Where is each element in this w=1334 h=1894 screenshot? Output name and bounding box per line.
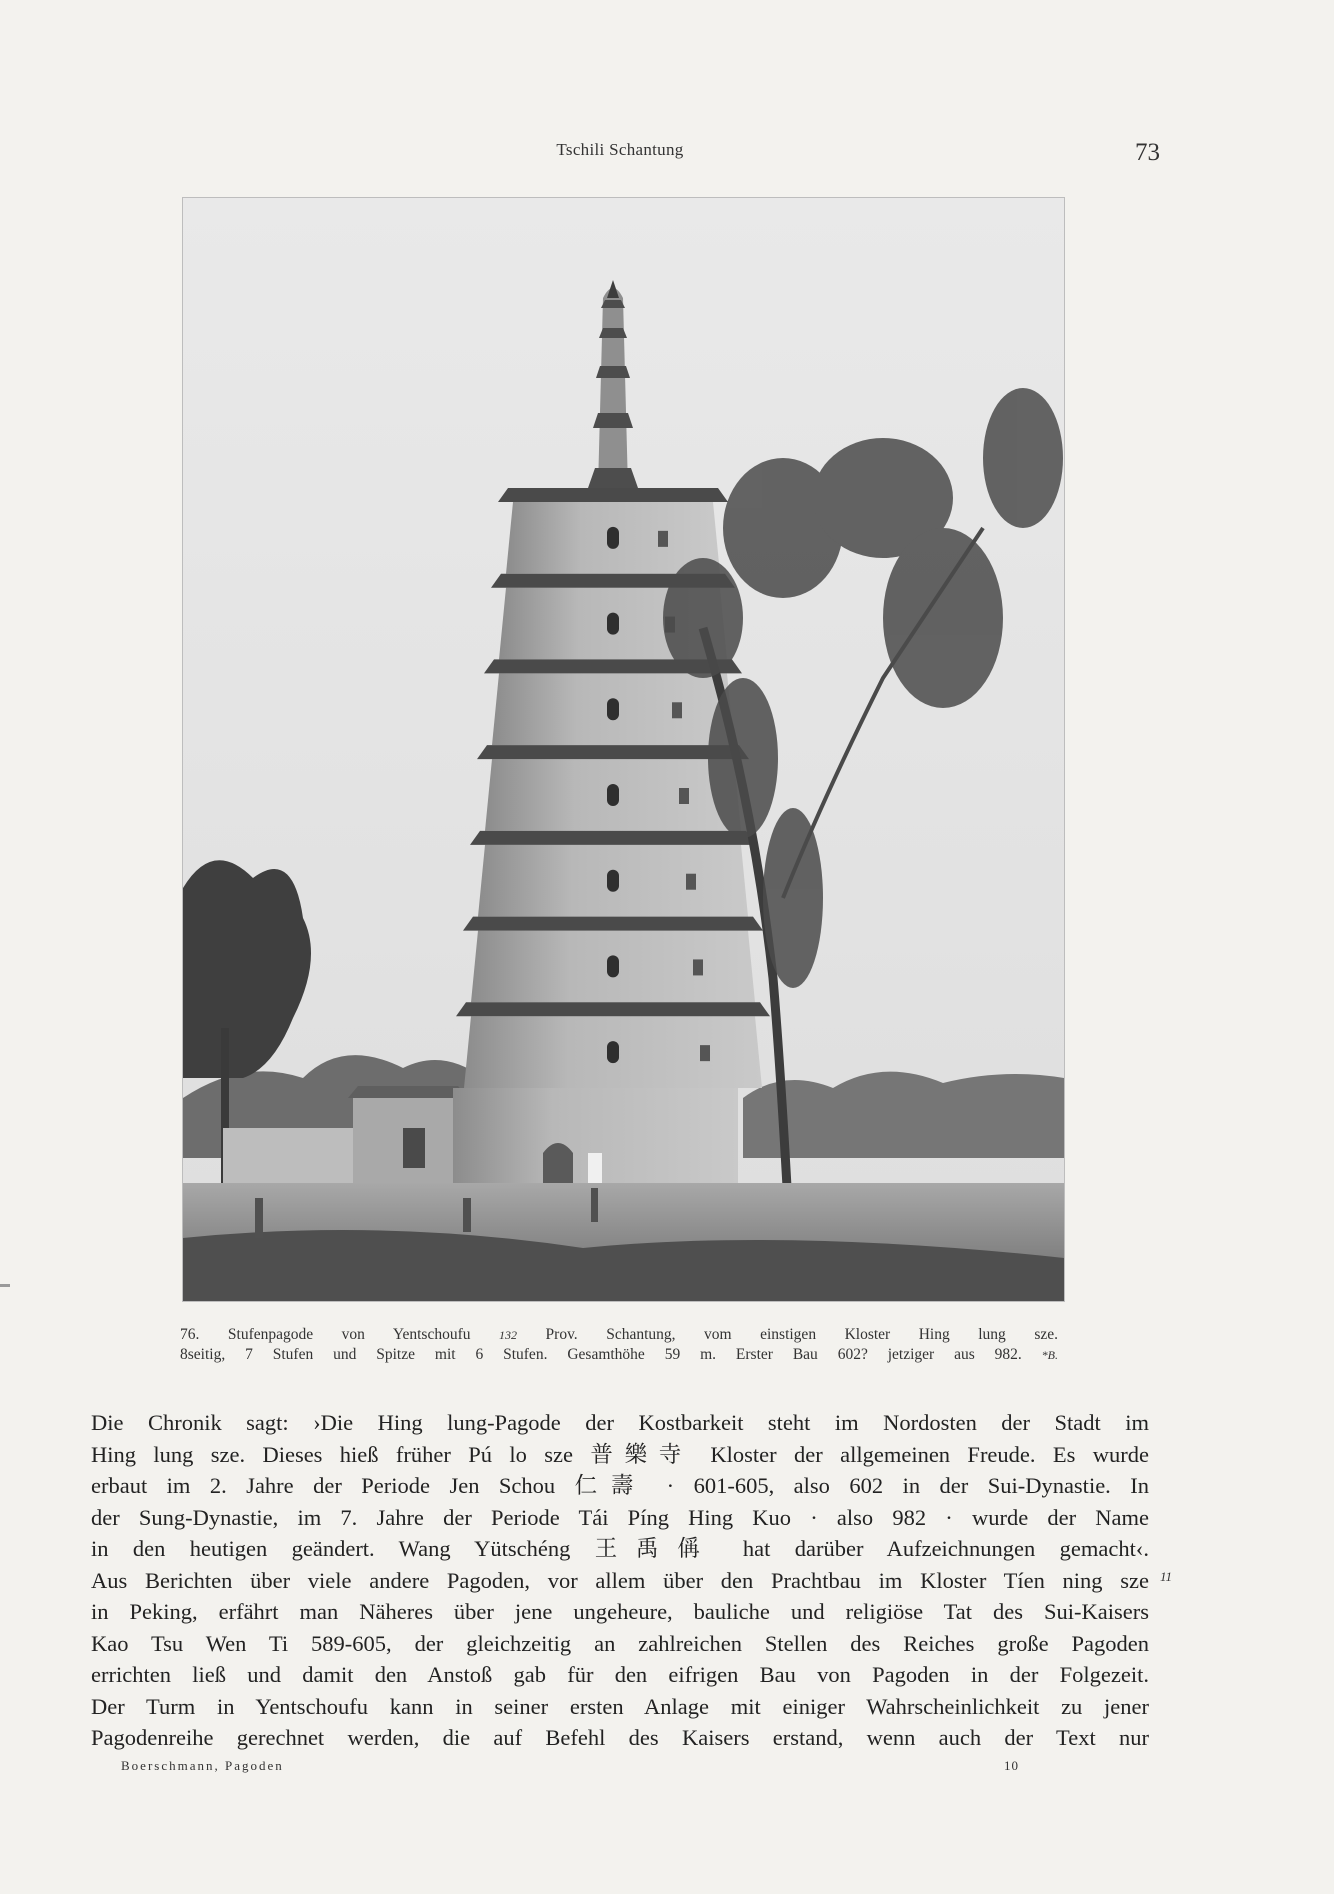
pagoda-side-window	[672, 702, 682, 718]
body-line: Aus Berichten über viele andere Pagoden, vor allem über den Prachtbau im Kloster Tíen ning sze	[91, 1567, 1149, 1593]
pagoda-eave	[470, 831, 756, 845]
margin-reference: 11	[1160, 1569, 1173, 1584]
caption-line-1: 76. Stufenpagode von Yentschoufu 132 Prov. Schantung, vom einstigen Kloster Hing lung sze.	[180, 1326, 1058, 1343]
pagoda-photograph	[182, 197, 1065, 1302]
footer-signature: Boerschmann, Pagoden	[121, 1758, 284, 1773]
pagoda-window	[607, 698, 619, 720]
caption-source-mark: *B.	[1041, 1348, 1058, 1362]
pagoda-window	[607, 527, 619, 549]
pagoda-eave	[456, 1002, 770, 1016]
body-line: Der Turm in Yentschoufu kann in seiner ersten Anlage mit einiger Wahrscheinlichkeit zu jener	[91, 1693, 1149, 1719]
pagoda-window	[607, 784, 619, 806]
pagoda-window	[607, 613, 619, 635]
pagoda-window	[607, 870, 619, 892]
body-text	[91, 1407, 1149, 1754]
pagoda-eave	[498, 488, 728, 502]
body-line: in Peking, erfährt man Näheres über jene ungeheure, bauliche und religiöse Tat des Sui-Kaisers	[91, 1599, 1149, 1624]
page-number: 73	[1135, 139, 1160, 166]
body-line: Hing lung sze. Dieses hieß früher Pú lo sze 普樂寺 Kloster der allgemeinen Freude. Es wurde	[91, 1441, 1149, 1467]
pagoda-eave	[463, 917, 763, 931]
body-line: errichten ließ und damit den Anstoß gab für den eifrigen Bau von Pagoden in der Folgezeit.	[91, 1662, 1149, 1687]
body-line: der Sung-Dynastie, im 7. Jahre der Periode Tái Píng Hing Kuo · also 982 · wurde der Name	[91, 1504, 1149, 1530]
pagoda-side-window	[686, 874, 696, 890]
pagoda-window	[607, 1041, 619, 1063]
pagoda-side-window	[679, 788, 689, 804]
body-line: Pagodenreihe gerechnet werden, die auf Befehl des Kaisers erstand, wenn auch der Text nur	[91, 1725, 1149, 1750]
pagoda-window	[607, 955, 619, 977]
body-line: Kao Tsu Wen Ti 589-605, der gleichzeitig an zahlreichen Stellen des Reiches große Pagoden	[91, 1630, 1149, 1656]
pagoda-side-window	[693, 959, 703, 975]
pagoda-side-window	[700, 1045, 710, 1061]
margin-mark	[0, 1284, 10, 1287]
figure-caption	[180, 1325, 1058, 1365]
pagoda-illustration	[183, 198, 1064, 1301]
pagoda-side-window	[658, 531, 668, 547]
footer-signature-number: 10	[1004, 1758, 1019, 1773]
body-line: Die Chronik sagt: ›Die Hing lung-Pagode der Kostbarkeit steht im Nordosten der Stadt im	[91, 1410, 1149, 1435]
caption-reference: 132	[499, 1328, 518, 1342]
running-header: Tschili Schantung	[556, 140, 684, 159]
body-line: in den heutigen geändert. Wang Yütschéng 王禹偁 hat darüber Aufzeichnungen gemacht‹.	[91, 1536, 1149, 1561]
caption-line-2: 8seitig, 7 Stufen und Spitze mit 6 Stufen. Gesamthöhe 59 m. Erster Bau 602? jetziger aus 982. *B.	[180, 1346, 1058, 1363]
body-line: erbaut im 2. Jahre der Periode Jen Schou 仁壽 · 601-605, also 602 in der Sui-Dynastie. In	[91, 1473, 1149, 1498]
